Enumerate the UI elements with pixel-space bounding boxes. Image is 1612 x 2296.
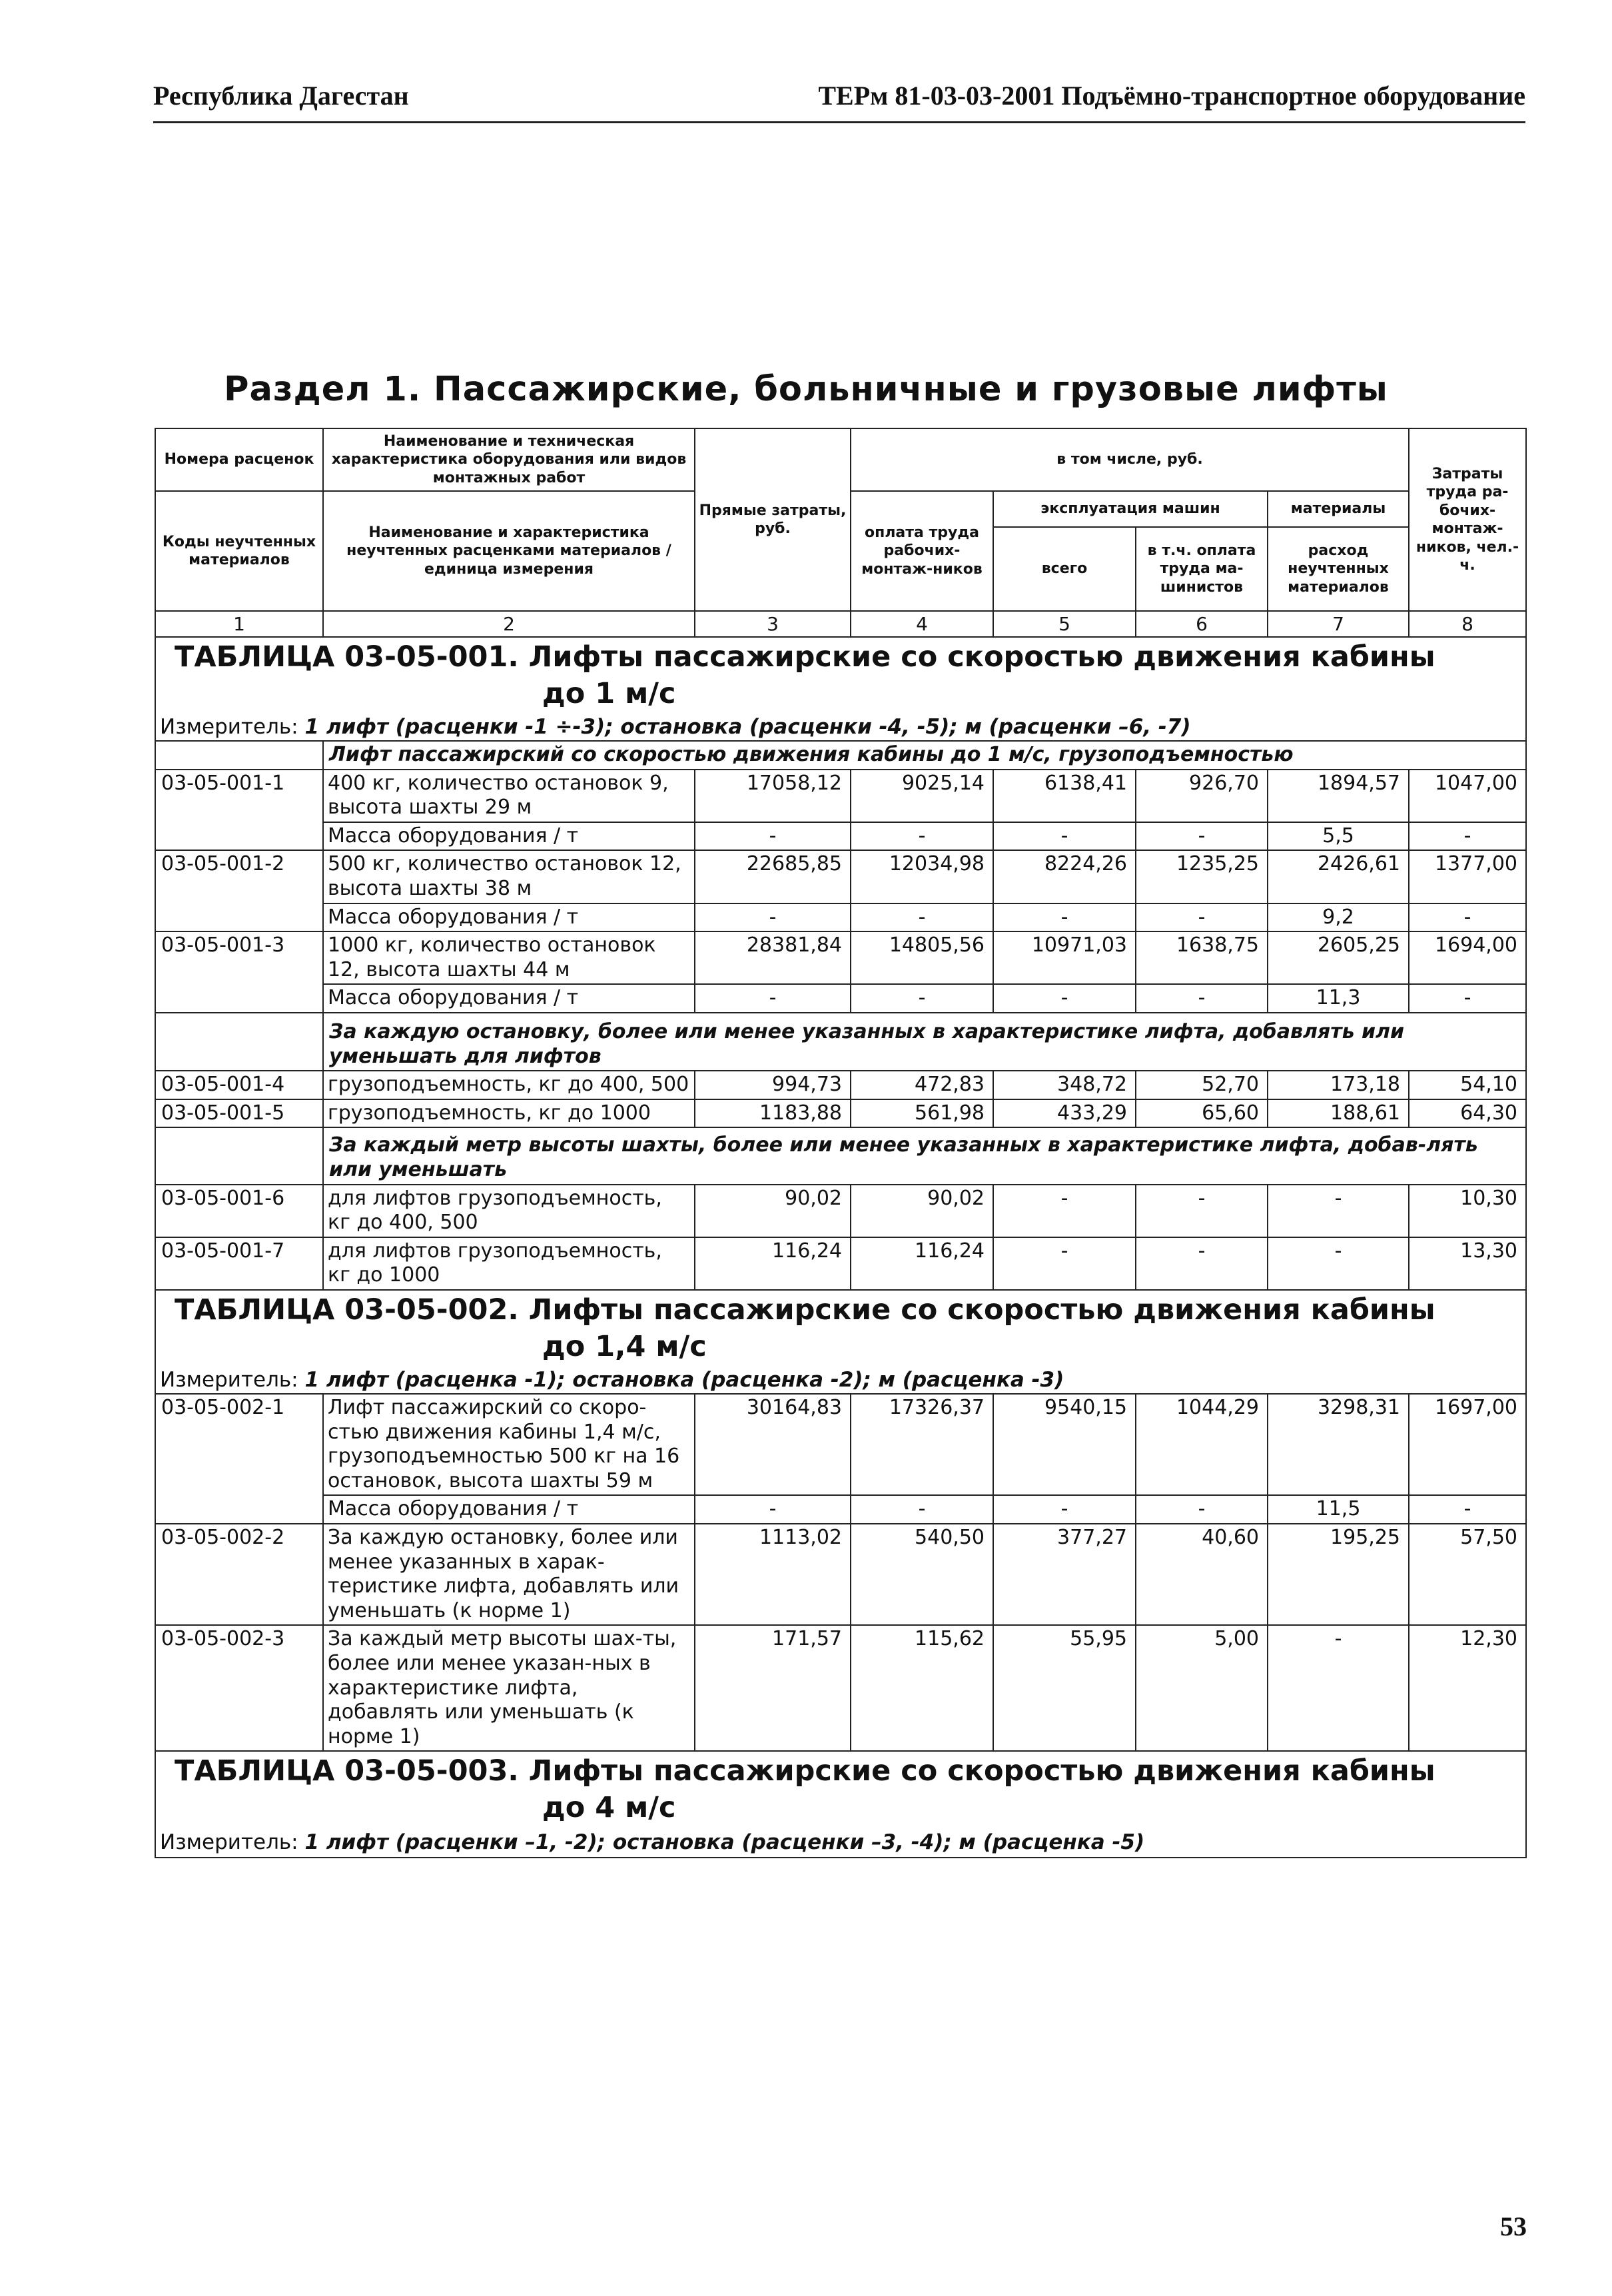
mass-row: Масса оборудования / т - - - - 11,5 -	[155, 1495, 1526, 1524]
rates-table-wrapper	[155, 428, 1525, 1858]
equipment-mass: 5,5	[1268, 822, 1409, 851]
col-number: 7	[1268, 611, 1409, 637]
direct-costs: 1183,88	[695, 1099, 851, 1128]
wages: 561,98	[851, 1099, 993, 1128]
measure-units: 1 лифт (расценка -1); остановка (расценка -2); м (расценка -3)	[304, 1368, 1064, 1392]
machines-wages: 1044,29	[1136, 1394, 1268, 1495]
wages: 14805,56	[851, 931, 993, 984]
col-material-codes: Коды неучтенных материалов	[155, 491, 323, 611]
table1-title-continuation: до 1 м/с	[542, 677, 676, 711]
materials: 188,61	[1268, 1099, 1409, 1128]
table-row	[155, 1071, 1526, 1099]
measure-units: 1 лифт (расценки –1, -2); остановка (расценки –3, -4); м (расценка -5)	[304, 1830, 1145, 1855]
page-header	[153, 75, 1525, 123]
materials: 3298,31	[1268, 1394, 1409, 1495]
machines-wages: 65,60	[1136, 1099, 1268, 1128]
col-number: 6	[1136, 611, 1268, 637]
subheading: За каждую остановку, более или менее указанных в характеристике лифта, добавлять или уменьшать для лифтов	[323, 1013, 1526, 1071]
mass-label: Масса оборудования / т	[323, 984, 695, 1013]
header-region: Республика Дагестан	[153, 81, 409, 111]
materials: 1894,57	[1268, 770, 1409, 822]
machines-wages: 1235,25	[1136, 850, 1268, 903]
labor: 10,30	[1409, 1185, 1526, 1237]
machines-wages: -	[1136, 1185, 1268, 1237]
wages: 12034,98	[851, 850, 993, 903]
labor: 1694,00	[1409, 931, 1526, 984]
equipment-mass: 11,3	[1268, 984, 1409, 1013]
wages: 17326,37	[851, 1394, 993, 1495]
rate-description: За каждый метр высоты шах-ты, более или менее указан-ных в характеристике лифта, добавлять или уменьшать (к норме 1)	[323, 1625, 695, 1751]
machines-wages: 926,70	[1136, 770, 1268, 822]
rate-description: грузоподъемность, кг до 1000	[323, 1099, 695, 1128]
wages: 540,50	[851, 1524, 993, 1625]
table1-measure-row	[155, 714, 1526, 741]
direct-costs: 1113,02	[695, 1524, 851, 1625]
measure-units: 1 лифт (расценки -1 ÷-3); остановка (расценки -4, -5); м (расценки –6, -7)	[304, 715, 1191, 740]
rate-code: 03-05-001-7	[155, 1237, 323, 1290]
machines-wages: 52,70	[1136, 1071, 1268, 1099]
table1-title: ТАБЛИЦА 03-05-001. Лифты пассажирские со скоростью движения кабины	[175, 640, 1435, 674]
table2-title-row	[155, 1290, 1526, 1367]
table-row	[155, 1524, 1526, 1625]
measure-label: Измеритель:	[160, 715, 298, 740]
labor: 13,30	[1409, 1237, 1526, 1290]
direct-costs: 30164,83	[695, 1394, 851, 1495]
col-number: 5	[993, 611, 1136, 637]
mass-label: Масса оборудования / т	[323, 903, 695, 932]
rate-code: 03-05-001-2	[155, 850, 323, 931]
col-number: 1	[155, 611, 323, 637]
machines-total: -	[993, 1185, 1136, 1237]
subheading: За каждый метр высоты шахты, более или менее указанных в характеристике лифта, добав-лять или уменьшать	[323, 1127, 1526, 1184]
table-row	[155, 770, 1526, 822]
direct-costs: 171,57	[695, 1625, 851, 1751]
rate-code: 03-05-001-6	[155, 1185, 323, 1237]
col-number: 8	[1409, 611, 1526, 637]
rate-code: 03-05-002-3	[155, 1625, 323, 1751]
rate-code: 03-05-001-1	[155, 770, 323, 851]
machines-total: 8224,26	[993, 850, 1136, 903]
rate-code: 03-05-002-2	[155, 1524, 323, 1625]
table-row	[155, 1625, 1526, 1751]
machines-total: 433,29	[993, 1099, 1136, 1128]
rates-table	[155, 428, 1527, 1858]
rate-description: За каждую остановку, более или менее указанных в харак-теристике лифта, добавлять или уменьшать (к норме 1)	[323, 1524, 695, 1625]
wages: 116,24	[851, 1237, 993, 1290]
rate-description: грузоподъемность, кг до 400, 500	[323, 1071, 695, 1099]
labor: 57,50	[1409, 1524, 1526, 1625]
materials: -	[1268, 1237, 1409, 1290]
table3-measure-row	[155, 1828, 1526, 1858]
col-materials: материалы	[1268, 491, 1409, 527]
table-row	[155, 1099, 1526, 1128]
col-name-bottom: Наименование и характеристика неучтенных расценками материалов / единица измерения	[323, 491, 695, 611]
materials: 2605,25	[1268, 931, 1409, 984]
header-row-1	[155, 428, 1526, 491]
rate-description: 500 кг, количество остановок 12, высота шахты 38 м	[323, 850, 695, 903]
wages: 9025,14	[851, 770, 993, 822]
col-direct-costs: Прямые затраты, руб.	[695, 428, 851, 611]
materials: -	[1268, 1185, 1409, 1237]
machines-total: 6138,41	[993, 770, 1136, 822]
table1-subheading-row	[155, 1127, 1526, 1184]
subheading: Лифт пассажирский со скоростью движения кабины до 1 м/с, грузоподъемностью	[323, 741, 1526, 770]
equipment-mass: 11,5	[1268, 1495, 1409, 1524]
table3-title: ТАБЛИЦА 03-05-003. Лифты пассажирские со скоростью движения кабины	[175, 1754, 1435, 1788]
col-including: в том числе, руб.	[851, 428, 1409, 491]
wages: 472,83	[851, 1071, 993, 1099]
mass-row: Масса оборудования / т - - - - 9,2 -	[155, 903, 1526, 932]
direct-costs: 22685,85	[695, 850, 851, 903]
labor: 1697,00	[1409, 1394, 1526, 1495]
section-title: Раздел 1. Пассажирские, больничные и грузовые лифты	[224, 370, 1388, 409]
machines-total: 55,95	[993, 1625, 1136, 1751]
table2-title-continuation: до 1,4 м/с	[542, 1329, 707, 1363]
rate-description: для лифтов грузоподъемность, кг до 400, 500	[323, 1185, 695, 1237]
rate-description: Лифт пассажирский со скоро-стью движения кабины 1,4 м/с, грузоподъемностью 500 кг на 16 остановок, высота шахты 59 м	[323, 1394, 695, 1495]
wages: 90,02	[851, 1185, 993, 1237]
header-document-code: ТЕРм 81-03-03-2001 Подъёмно-транспортное оборудование	[818, 81, 1525, 111]
labor: 1047,00	[1409, 770, 1526, 822]
rate-description: для лифтов грузоподъемность, кг до 1000	[323, 1237, 695, 1290]
page-number: 53	[1500, 2211, 1527, 2241]
table-row	[155, 1237, 1526, 1290]
mass-row: Масса оборудования / т - - - - 5,5 -	[155, 822, 1526, 851]
direct-costs: 90,02	[695, 1185, 851, 1237]
direct-costs: 116,24	[695, 1237, 851, 1290]
labor: 54,10	[1409, 1071, 1526, 1099]
rate-code: 03-05-001-4	[155, 1071, 323, 1099]
rate-code: 03-05-002-1	[155, 1394, 323, 1524]
table-row	[155, 1185, 1526, 1237]
measure-label: Измеритель:	[160, 1830, 298, 1855]
wages: 115,62	[851, 1625, 993, 1751]
col-machines-total: всего	[993, 527, 1136, 611]
machines-total: 10971,03	[993, 931, 1136, 984]
materials: -	[1268, 1625, 1409, 1751]
col-machines-wages: в т.ч. оплата труда ма-шинистов	[1136, 527, 1268, 611]
machines-total: -	[993, 1237, 1136, 1290]
materials: 195,25	[1268, 1524, 1409, 1625]
col-machines: эксплуатация машин	[993, 491, 1268, 527]
equipment-mass: 9,2	[1268, 903, 1409, 932]
col-number: 2	[323, 611, 695, 637]
machines-wages: 1638,75	[1136, 931, 1268, 984]
table-row	[155, 850, 1526, 903]
labor: 64,30	[1409, 1099, 1526, 1128]
direct-costs: 994,73	[695, 1071, 851, 1099]
col-wages: оплата труда рабочих-монтаж-ников	[851, 491, 993, 611]
rate-code: 03-05-001-5	[155, 1099, 323, 1128]
col-labor: Затраты труда ра-бочих-монтаж-ников, чел.-ч.	[1409, 428, 1526, 611]
materials: 173,18	[1268, 1071, 1409, 1099]
table1-title-row	[155, 637, 1526, 714]
labor: 1377,00	[1409, 850, 1526, 903]
col-materials-sub: расход неучтенных материалов	[1268, 527, 1409, 611]
col-number: 3	[695, 611, 851, 637]
table-row	[155, 931, 1526, 984]
machines-total: 348,72	[993, 1071, 1136, 1099]
table-row	[155, 1394, 1526, 1495]
rate-description: 400 кг, количество остановок 9, высота шахты 29 м	[323, 770, 695, 822]
direct-costs: 28381,84	[695, 931, 851, 984]
table1-subheading-row	[155, 1013, 1526, 1071]
labor: 12,30	[1409, 1625, 1526, 1751]
materials: 2426,61	[1268, 850, 1409, 903]
rate-description: 1000 кг, количество остановок 12, высота шахты 44 м	[323, 931, 695, 984]
col-name-top: Наименование и техническая характеристика оборудования или видов монтажных работ	[323, 428, 695, 491]
machines-wages: 40,60	[1136, 1524, 1268, 1625]
mass-row: Масса оборудования / т - - - - 11,3 -	[155, 984, 1526, 1013]
mass-label: Масса оборудования / т	[323, 1495, 695, 1524]
table3-title-continuation: до 4 м/с	[542, 1791, 676, 1825]
machines-wages: 5,00	[1136, 1625, 1268, 1751]
column-numbers-row	[155, 611, 1526, 637]
table3-title-row	[155, 1751, 1526, 1828]
direct-costs: 17058,12	[695, 770, 851, 822]
table1-subheading-row	[155, 741, 1526, 770]
machines-total: 9540,15	[993, 1394, 1136, 1495]
col-rate-numbers: Номера расценок	[155, 428, 323, 491]
machines-wages: -	[1136, 1237, 1268, 1290]
mass-label: Масса оборудования / т	[323, 822, 695, 851]
machines-total: 377,27	[993, 1524, 1136, 1625]
table2-title: ТАБЛИЦА 03-05-002. Лифты пассажирские со скоростью движения кабины	[175, 1293, 1435, 1327]
rate-code: 03-05-001-3	[155, 931, 323, 1013]
measure-label: Измеритель:	[160, 1368, 298, 1392]
table2-measure-row	[155, 1367, 1526, 1394]
col-number: 4	[851, 611, 993, 637]
